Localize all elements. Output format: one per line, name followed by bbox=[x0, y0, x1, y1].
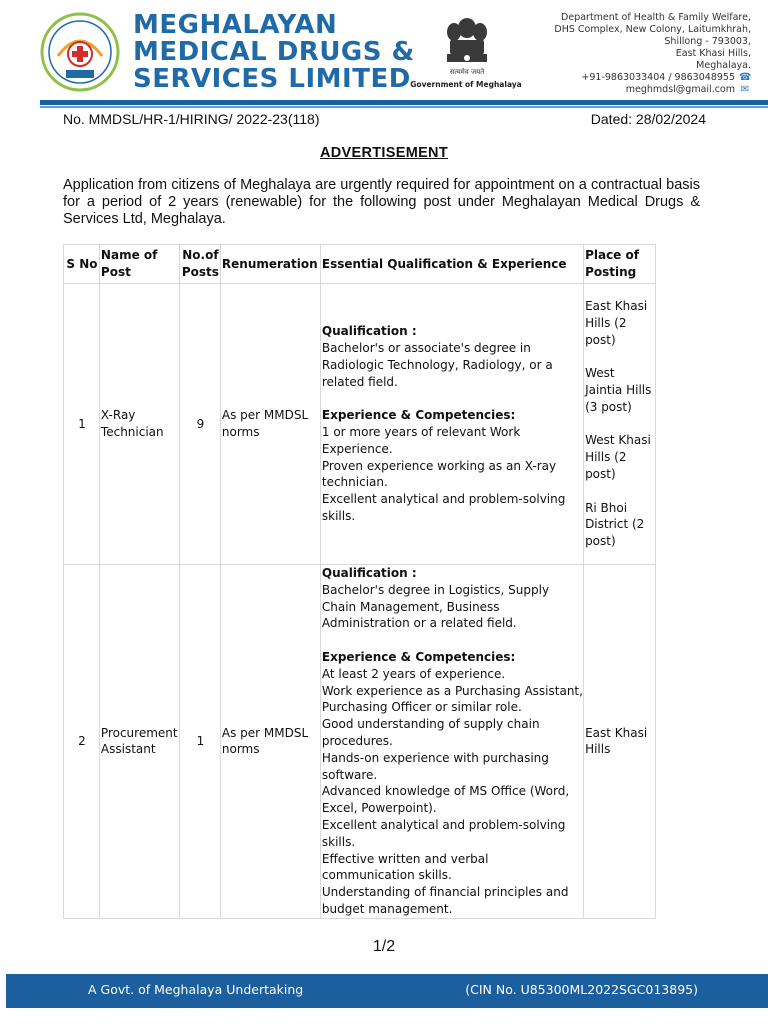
header-sno: S No bbox=[64, 245, 100, 284]
cell-qualification bbox=[320, 284, 583, 565]
government-label: Government of Meghalaya bbox=[410, 80, 522, 89]
header-qualification: Essential Qualification & Experience bbox=[320, 245, 583, 284]
phone-icon: ☎ bbox=[739, 72, 752, 83]
posts-table bbox=[63, 244, 656, 919]
cell-place bbox=[584, 565, 656, 919]
place-item: West Jaintia Hills (3 post) bbox=[585, 366, 652, 414]
qualification-label: Qualification : bbox=[321, 566, 417, 580]
phone-number: +91-9863033404 / 9863048955 bbox=[581, 72, 735, 83]
header-rule-accent bbox=[40, 106, 768, 108]
experience-item: Effective written and verbal communication skills. bbox=[321, 851, 489, 883]
qualification-label: Qualification : bbox=[321, 324, 417, 339]
address-line: DHS Complex, New Colony, Laitumkhrah, bbox=[554, 24, 751, 35]
place-item: East Khasi Hills bbox=[585, 725, 648, 757]
cell-place bbox=[584, 284, 656, 565]
cell-post-name: Procurement Assistant bbox=[99, 565, 179, 919]
letterhead bbox=[0, 0, 768, 110]
experience-item: Excellent analytical and problem-solving skills. bbox=[321, 817, 566, 849]
header-rule bbox=[40, 100, 768, 105]
page-number: 1/2 bbox=[372, 938, 396, 955]
address-line: Meghalaya. bbox=[696, 60, 751, 71]
experience-item: Excellent analytical and problem-solving skills. bbox=[321, 492, 566, 523]
mail-icon: ✉ bbox=[740, 84, 750, 95]
header-place: Place of Posting bbox=[584, 245, 656, 284]
address-block bbox=[541, 12, 751, 96]
qualification-text: Bachelor's or associate's degree in Radiologic Technology, Radiology, or a related field. bbox=[321, 341, 553, 389]
qualification-text: Bachelor's degree in Logistics, Supply Chain Management, Business Administration or a related field. bbox=[321, 582, 550, 631]
experience-item: Work experience as a Purchasing Assistant, Purchasing Officer or similar role. bbox=[321, 683, 583, 715]
cell-sno: 1 bbox=[64, 284, 100, 565]
experience-label: Experience & Competencies: bbox=[321, 649, 516, 664]
experience-item: Understanding of financial principles and budget management. bbox=[321, 885, 569, 916]
header-name: Name of Post bbox=[99, 245, 179, 284]
footer-bar bbox=[6, 974, 768, 1008]
address-line: Shillong - 793003, bbox=[664, 36, 751, 47]
document-title: ADVERTISEMENT bbox=[320, 145, 448, 161]
phone-line bbox=[541, 72, 751, 84]
experience-item: At least 2 years of experience. bbox=[321, 666, 506, 681]
experience-item: Hands-on experience with purchasing software. bbox=[321, 750, 549, 782]
cell-qualification bbox=[320, 565, 583, 919]
address-line: East Khasi Hills, bbox=[675, 48, 751, 59]
reference-date: Dated: 28/02/2024 bbox=[590, 111, 706, 127]
experience-item: 1 or more years of relevant Work Experience. bbox=[321, 425, 521, 456]
table-row bbox=[64, 284, 656, 565]
header-posts: No.of Posts bbox=[179, 245, 220, 284]
email-line bbox=[541, 84, 751, 96]
cell-sno: 2 bbox=[64, 565, 100, 919]
footer-undertaking: A Govt. of Meghalaya Undertaking bbox=[88, 982, 304, 997]
place-item: West Khasi Hills (2 post) bbox=[585, 433, 651, 481]
header-renumeration: Renumeration bbox=[220, 245, 320, 284]
intro-paragraph: Application from citizens of Meghalaya are urgently required for appointment on a contractual basis for a period of 2 years (renewable) for the following post under Meghalayan Medical Drugs & Services Ltd, Meghalaya. bbox=[63, 177, 700, 227]
reference-number: No. MMDSL/HR-1/HIRING/ 2022-23(118) bbox=[63, 111, 320, 127]
experience-item: Advanced knowledge of MS Office (Word, Excel, Powerpoint). bbox=[321, 784, 570, 816]
cell-posts: 1 bbox=[179, 565, 220, 919]
experience-item: Good understanding of supply chain procedures. bbox=[321, 717, 540, 748]
company-name-line: SERVICES LIMITED bbox=[133, 64, 411, 94]
cell-post-name: X-Ray Technician bbox=[99, 284, 179, 565]
table-header-row bbox=[64, 245, 656, 284]
experience-item: Proven experience working as an X-ray technician. bbox=[321, 458, 557, 490]
company-logo-icon bbox=[40, 12, 120, 92]
company-name-line: MEDICAL DRUGS & bbox=[133, 37, 415, 67]
email-address[interactable]: meghmdsl@gmail.com bbox=[625, 84, 735, 95]
place-item: Ri Bhoi District (2 post) bbox=[585, 500, 645, 549]
place-item: East Khasi Hills (2 post) bbox=[585, 299, 648, 347]
address-line: Department of Health & Family Welfare, bbox=[561, 12, 751, 23]
cell-renumeration: As per MMDSL norms bbox=[220, 284, 320, 565]
cell-renumeration: As per MMDSL norms bbox=[220, 565, 320, 919]
emblem-motto: सत्यमेव जयते bbox=[449, 68, 485, 76]
company-name-line: MEGHALAYAN bbox=[133, 10, 338, 40]
company-name bbox=[133, 10, 415, 94]
cell-posts: 9 bbox=[179, 284, 220, 565]
footer-cin: (CIN No. U85300ML2022SGC013895) bbox=[465, 982, 698, 997]
table-row bbox=[64, 565, 656, 919]
experience-label: Experience & Competencies: bbox=[321, 408, 516, 423]
